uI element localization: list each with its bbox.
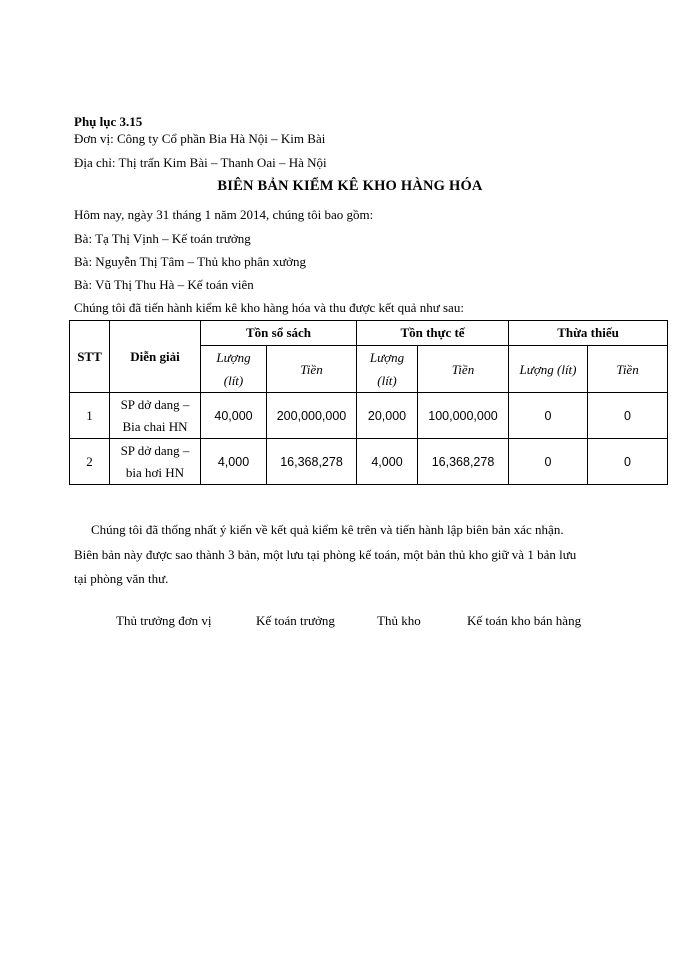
- cell-actual-money: 100,000,000: [418, 393, 509, 439]
- header-surplus-shortage: Thừa thiếu: [509, 321, 668, 346]
- cell-stt: 1: [70, 393, 110, 439]
- conclusion-line: Chúng tôi đã thống nhất ý kiến về kết quả kiểm kê trên và tiến hành lập biên bản xác nhận.: [91, 522, 564, 537]
- cell-actual-qty: 4,000: [357, 439, 418, 485]
- cell-book-money: 200,000,000: [267, 393, 357, 439]
- cell-diff-money: 0: [588, 393, 668, 439]
- signature-sales-warehouse-accountant: Kế toán kho bán hàng: [467, 613, 582, 628]
- subheader-book-money: Tiền: [267, 346, 357, 393]
- signature-head-of-unit: Thủ trưởng đơn vị: [116, 613, 212, 628]
- intro-line: Hôm nay, ngày 31 tháng 1 năm 2014, chúng tôi bao gồm:: [74, 207, 374, 222]
- lead-line: Chúng tôi đã tiến hành kiểm kê kho hàng hóa và thu được kết quả như sau:: [74, 300, 464, 315]
- cell-book-qty: 4,000: [201, 439, 267, 485]
- subheader-book-qty: Lượng (lít): [201, 346, 267, 393]
- table-header-row: [70, 321, 668, 346]
- cell-description: SP dở dang – Bia chai HN: [110, 393, 201, 439]
- member-line: Bà: Nguyễn Thị Tâm – Thủ kho phân xưởng: [74, 254, 307, 269]
- company-address: Địa chỉ: Thị trấn Kim Bài – Thanh Oai – Hà Nội: [74, 155, 327, 170]
- header-book-stock: Tồn sổ sách: [201, 321, 357, 346]
- subheader-diff-qty: Lượng (lít): [509, 346, 588, 393]
- subheader-actual-qty: Lượng (lít): [357, 346, 418, 393]
- table-row: [70, 393, 668, 439]
- appendix-label: Phụ lục 3.15: [74, 114, 143, 129]
- cell-book-qty: 40,000: [201, 393, 267, 439]
- cell-actual-money: 16,368,278: [418, 439, 509, 485]
- signature-chief-accountant: Kế toán trưởng: [256, 613, 335, 628]
- cell-diff-qty: 0: [509, 393, 588, 439]
- header-actual-stock: Tồn thực tế: [357, 321, 509, 346]
- conclusion-paragraph: [74, 518, 634, 592]
- document-title: BIÊN BẢN KIỂM KÊ KHO HÀNG HÓA: [217, 178, 483, 194]
- cell-actual-qty: 20,000: [357, 393, 418, 439]
- cell-diff-money: 0: [588, 439, 668, 485]
- inventory-table: [69, 320, 668, 485]
- conclusion-line: Biên bản này được sao thành 3 bản, một lưu tại phòng kế toán, một bản thủ kho giữ và 1 bản lưu: [74, 546, 577, 562]
- subheader-actual-money: Tiền: [418, 346, 509, 393]
- header-description: Diễn giải: [110, 321, 201, 393]
- member-line: Bà: Vũ Thị Thu Hà – Kế toán viên: [74, 277, 254, 292]
- cell-book-money: 16,368,278: [267, 439, 357, 485]
- conclusion-line: tại phòng văn thư.: [74, 571, 169, 586]
- cell-diff-qty: 0: [509, 439, 588, 485]
- cell-stt: 2: [70, 439, 110, 485]
- company-unit: Đơn vị: Công ty Cổ phần Bia Hà Nội – Kim Bài: [74, 131, 326, 146]
- signature-storekeeper: Thủ kho: [377, 613, 421, 628]
- cell-description: SP dở dang – bia hơi HN: [110, 439, 201, 485]
- signature-row: [0, 613, 700, 633]
- member-line: Bà: Tạ Thị Vịnh – Kế toán trưởng: [74, 231, 251, 246]
- table-row: [70, 439, 668, 485]
- header-stt: STT: [70, 321, 110, 393]
- subheader-diff-money: Tiền: [588, 346, 668, 393]
